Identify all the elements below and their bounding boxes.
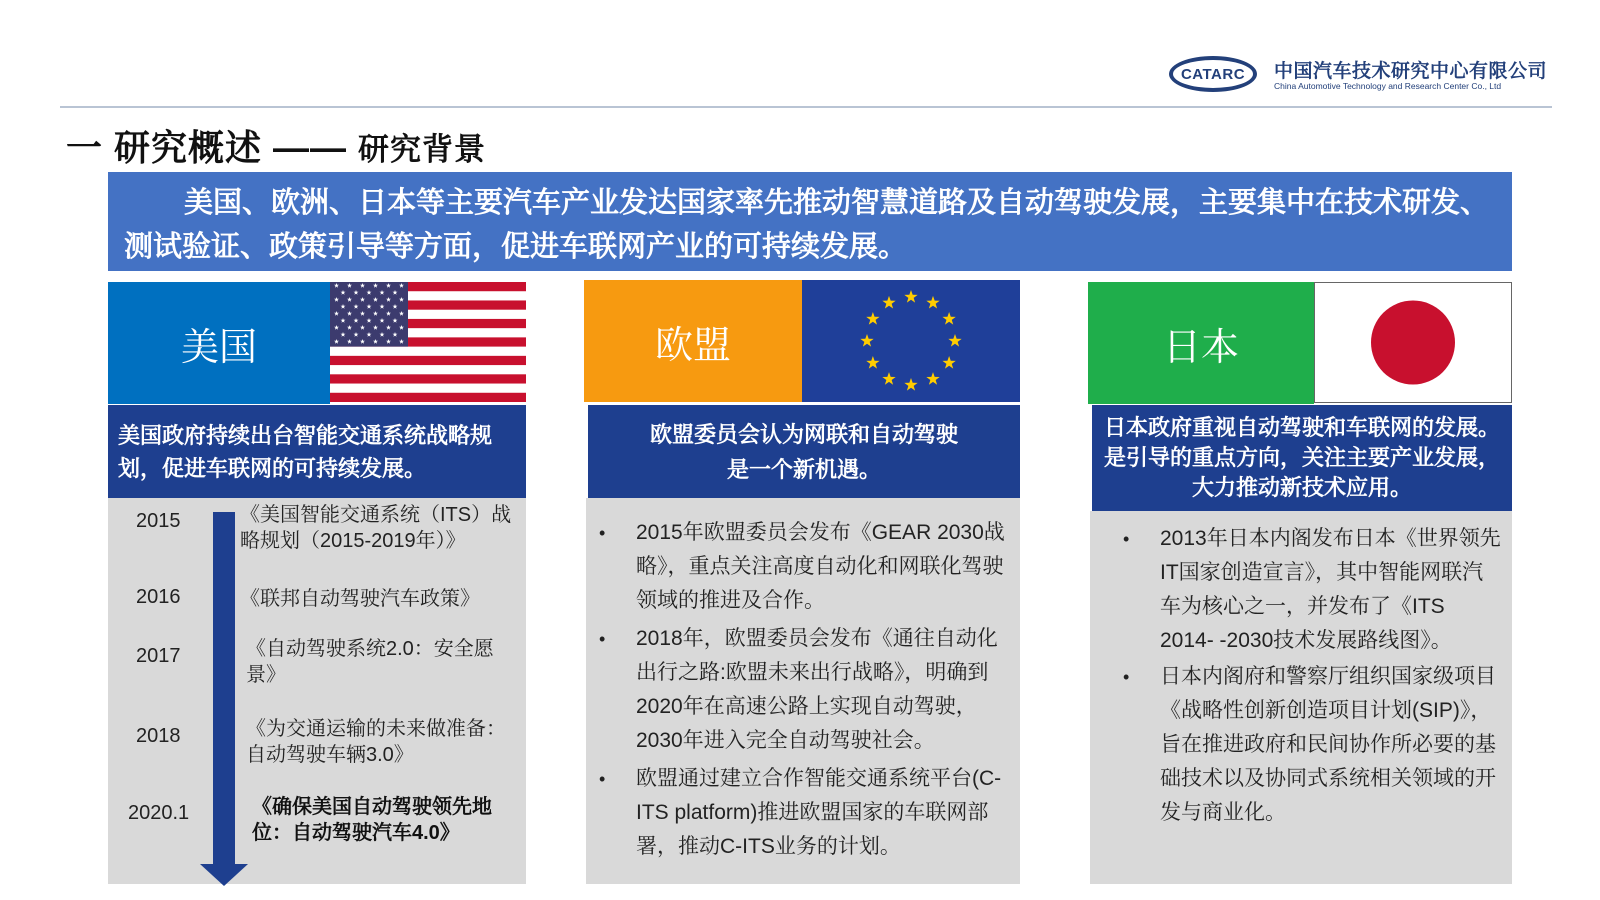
list-item [1123,660,1504,830]
title-main: 一 研究概述 —— [66,127,348,168]
timeline-year: 2017 [136,645,181,667]
japan-bullet-text: 日本内阁府和警察厅组织国家级项目《战略性创新创造项目计划(SIP)》，旨在推进政府和民间协作所必要的基础技术以及协同式系统相关领域的开发与商业化。 [1160,665,1496,824]
japan-label: 日本 [1088,282,1314,404]
list-item [599,762,1012,864]
company-logo: CATARC [1169,56,1257,92]
eu-bullet-list [599,516,1012,868]
timeline-arrow-down-icon [200,864,248,886]
bullet-icon: • [599,629,606,649]
page-title [66,120,486,171]
eu-bullet-text: 2018年，欧盟委员会发布《通往自动化出行之路:欧盟未来出行战略》，明确到2020年在高速公路上实现自动驾驶，2030年进入完全自动驾驶社会。 [636,627,998,752]
list-item [599,622,1012,758]
list-item [1123,522,1504,658]
timeline-event: 《自动驾驶系统2.0：安全愿景》 [246,638,494,686]
japan-summary: 日本政府重视自动驾驶和车联网的发展。是引导的重点方向，关注主要产业发展，大力推动新技术应用。 [1092,405,1512,511]
eu-bullet-text: 2015年欧盟委员会发布《GEAR 2030战略》，重点关注高度自动化和网联化驾驶领域的推进及合作。 [636,521,1005,612]
company-name-en: China Automotive Technology and Research Center Co., Ltd [1274,81,1502,91]
timeline-year: 2016 [136,586,181,608]
title-sub: 研究背景 [358,132,487,167]
intro-banner: 美国、欧洲、日本等主要汽车产业发达国家率先推动智慧道路及自动驾驶发展，主要集中在技术研发、测试验证、政策引导等方面，促进车联网产业的可持续发展。 [108,172,1512,271]
bullet-icon: • [1123,529,1130,549]
bullet-icon: • [1123,667,1130,687]
bullet-icon: • [599,523,606,543]
timeline-event: 《美国智能交通系统（ITS）战略规划（2015-2019年）》 [240,504,512,552]
usa-summary: 美国政府持续出台智能交通系统战略规划，促进车联网的可持续发展。 [108,405,526,498]
eu-summary-line: 是一个新机遇。 [726,456,881,482]
japan-flag-icon [1314,282,1512,403]
timeline-event: 《为交通运输的未来做准备：自动驾驶车辆3.0》 [246,718,506,766]
timeline-event: 《确保美国自动驾驶领先地位：自动驾驶汽车4.0》 [252,796,492,844]
eu-summary [588,405,1020,498]
timeline-year: 2015 [136,510,181,532]
eu-flag-icon [802,280,1020,402]
timeline-year: 2020.1 [128,802,190,824]
usa-label: 美国 [108,282,330,404]
usa-flag-icon [330,282,526,402]
timeline-year: 2018 [136,725,181,747]
bullet-icon: • [599,769,606,789]
japan-bullet-list [1123,522,1504,832]
eu-summary-line: 欧盟委员会认为网联和自动驾驶 [649,421,958,447]
japan-bullet-text: 2013年日本内阁发布日本《世界领先IT国家创造宣言》，其中智能网联汽车为核心之一，并发布了《ITS 2014- -2030技术发展路线图》。 [1160,527,1501,652]
company-name-cn: 中国汽车技术研究中心有限公司 [1274,61,1548,82]
header-divider [60,106,1552,108]
timeline-arrow-shaft [213,512,235,864]
list-item [599,516,1012,618]
timeline-event: 《联邦自动驾驶汽车政策》 [240,588,480,610]
eu-label: 欧盟 [584,280,802,402]
eu-bullet-text: 欧盟通过建立合作智能交通系统平台(C-ITS platform)推进欧盟国家的车联网部署，推动C-ITS业务的计划。 [636,767,1002,858]
